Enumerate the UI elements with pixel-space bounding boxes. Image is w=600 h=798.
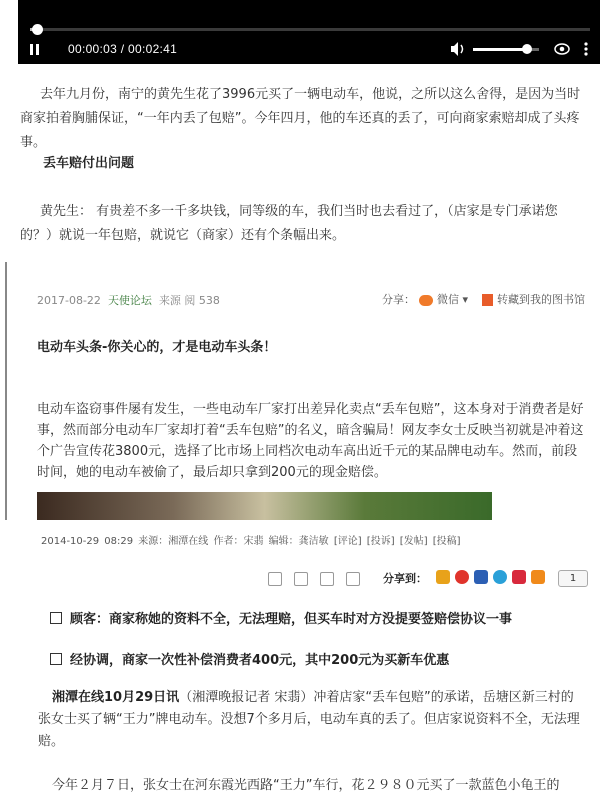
collect-icon[interactable] (482, 294, 493, 306)
post-image (37, 492, 492, 520)
weibo-icon[interactable] (455, 570, 469, 584)
post-meta-rest: 来源 阅 538 (158, 294, 220, 307)
qzone-icon[interactable] (436, 570, 450, 584)
post-date: 2017-08-22 (37, 294, 101, 307)
share-count: 1 (558, 570, 588, 587)
article-subheading: 丢车赔付出问题 (43, 156, 135, 171)
news-lead: 湘潭在线10月29日讯 (52, 690, 180, 705)
share-bar (382, 291, 585, 307)
netease-icon[interactable] (512, 570, 526, 584)
square-bullet-icon (50, 653, 62, 665)
print-icon[interactable] (294, 572, 308, 586)
article-paragraph-2: 黄先生： 有贵差不多一千多块钱，同等级的车，我们当时也去看过了，（店家是专门承诺您的？）就说一年包赔，就说它（商家）还有个条幅出来。 (20, 204, 558, 243)
share-to-label: 分享到： (383, 572, 427, 585)
volume-icon[interactable] (450, 40, 466, 58)
news-meta: 2014-10-29 08:29 来源：湘潭在线 作者：宋翡 编辑：龚洁敏 [评论] [投诉] [发帖] [投稿] (41, 536, 461, 547)
progress-bar[interactable] (30, 28, 590, 31)
font-small-icon[interactable] (346, 572, 360, 586)
progress-thumb[interactable] (32, 24, 43, 35)
eye-icon[interactable] (554, 40, 570, 58)
post-body: 电动车盗窃事件屡有发生，一些电动车厂家打出差异化卖点“丢车包赔”，这本身对于消费者是好事，然而部分电动车厂家却打着“丢车包赔”的名义，暗含骗局！网友李女士反映当初就是冲着这个广告宣传花3800元，选择了比市场上同档次电动车高出近千元的某品牌电动车。然而，前段时间，她的电动车被偷了，最后却只拿到200元的现金赔偿。 (37, 402, 584, 480)
embedded-screenshot-forum (5, 262, 599, 520)
volume-fill (473, 48, 523, 51)
post-title: 电动车头条-你关心的，才是电动车头条！ (37, 340, 277, 355)
more-share-icon[interactable] (531, 570, 545, 584)
tencent-weibo-icon[interactable] (493, 570, 507, 584)
weixin-dropdown[interactable]: 微信 ▾ (437, 293, 469, 306)
tool-icons (268, 568, 372, 586)
share-label: 分享： (382, 293, 415, 306)
pause-button[interactable] (30, 40, 44, 58)
link-icon[interactable] (268, 572, 282, 586)
news-body: （湘潭晚报记者 宋翡）冲着店家“丢车包赔”的承诺，岳塘区新三村的张女士买了辆“王力”牌电动车。没想7个多月后，电动车真的丢了。但店家说资料不全，无法理赔。 (38, 690, 580, 749)
volume-thumb[interactable] (522, 44, 532, 54)
more-icon[interactable] (583, 40, 591, 58)
post-source[interactable]: 天使论坛 (107, 294, 152, 307)
renren-icon[interactable] (474, 570, 488, 584)
video-player[interactable] (18, 0, 600, 64)
weixin-icon[interactable] (419, 295, 433, 306)
news-paragraph (38, 687, 586, 753)
square-bullet-icon (50, 612, 62, 624)
post-meta (37, 292, 220, 308)
font-large-icon[interactable] (320, 572, 334, 586)
article-paragraph-1: 去年九月份，南宁的黄先生花了3996元买了一辆电动车，他说，之所以这么舍得，是因为当时商家拍着胸脯保证，“一年内丢了包赔”。今年四月，他的车还真的丢了，可向商家索赔却成了头疼事。 (20, 87, 581, 150)
news-last-line: 今年２月７日，张女士在河东霞光西路“王力”车行，花２９８０元买了一款蓝色小龟王的 (52, 778, 560, 793)
bullet-point-2: 经协调，商家一次性补偿消费者400元，其中200元为买新车优惠 (50, 649, 449, 668)
time-display: 00:00:03 / 00:02:41 (68, 42, 178, 56)
bullet-point-1: 顾客：商家称她的资料不全，无法理赔，但买车时对方没提要签赔偿协议一事 (50, 608, 512, 627)
pause-icon (30, 44, 33, 55)
collect-link[interactable]: 转藏到我的图书馆 (497, 293, 586, 306)
embedded-screenshot-news (0, 520, 600, 798)
